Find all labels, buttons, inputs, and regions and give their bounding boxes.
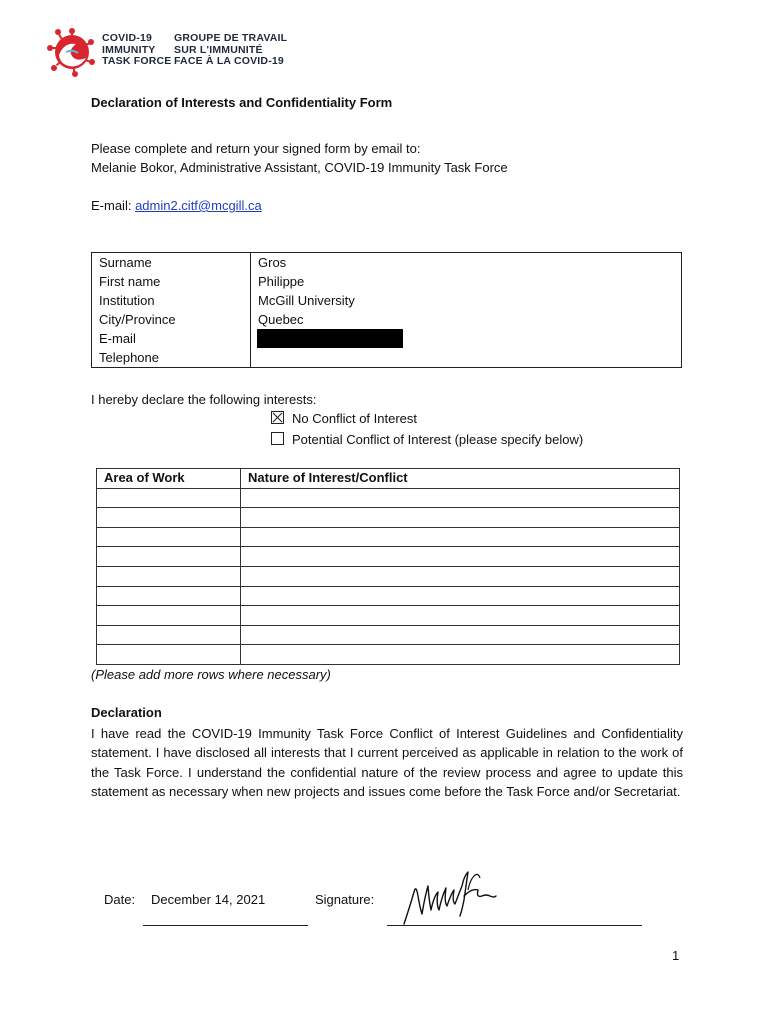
table-cell[interactable]: [97, 586, 241, 606]
logo: [42, 22, 292, 80]
field-label: City/Province: [92, 310, 251, 329]
table-cell[interactable]: [241, 527, 680, 547]
table-cell[interactable]: [241, 586, 680, 606]
logo-text-fr: GROUPE DE TRAVAIL SUR L'IMMUNITÉ FACE À LA COVID-19: [174, 32, 288, 67]
field-label: E-mail: [92, 329, 251, 348]
table-row: [97, 625, 680, 645]
table-cell[interactable]: [241, 488, 680, 508]
interest-table: [96, 468, 680, 665]
instruction-text: Please complete and return your signed form by email to:: [91, 141, 421, 156]
field-value: [251, 348, 682, 368]
checked-box-icon[interactable]: [271, 411, 284, 424]
table-cell[interactable]: [97, 488, 241, 508]
contact-text: Melanie Bokor, Administrative Assistant, COVID-19 Immunity Task Force: [91, 160, 508, 175]
table-row: [97, 508, 680, 528]
unchecked-box-icon[interactable]: [271, 432, 284, 445]
table-cell[interactable]: [241, 566, 680, 586]
table-row: [97, 606, 680, 626]
table-cell[interactable]: [241, 606, 680, 626]
table-cell[interactable]: [241, 625, 680, 645]
logo-text-en: COVID-19 IMMUNITY TASK FORCE: [102, 32, 172, 67]
table-row: [97, 547, 680, 567]
declaration-body: I have read the COVID-19 Immunity Task Force Conflict of Interest Guidelines and Confidentiality statement. I have disclosed all interests that I current perceived as applicable in relation to the work of the Task Force. I understand the confidential nature of the review process and agree to update this statement as necessary when new projects and issues come before the Task Force and/or Secretariat.: [91, 726, 683, 799]
column-header-nature: Nature of Interest/Conflict: [241, 469, 680, 489]
redaction-bar: [257, 329, 403, 348]
add-rows-note: (Please add more rows where necessary): [91, 667, 331, 682]
table-cell[interactable]: [241, 645, 680, 665]
date-value: December 14, 2021: [151, 892, 266, 907]
table-row: [92, 348, 682, 368]
personal-info-table: [91, 252, 682, 368]
table-cell[interactable]: [97, 527, 241, 547]
option-potential-conflict[interactable]: [271, 432, 583, 447]
email-label: E-mail:: [91, 198, 136, 213]
table-row: [92, 291, 682, 310]
option-no-conflict[interactable]: [271, 411, 417, 426]
field-label: Surname: [92, 253, 251, 273]
option-label: No Conflict of Interest: [292, 411, 417, 426]
field-value-redacted: [251, 329, 682, 348]
handwritten-signature-icon: [398, 866, 503, 930]
signature-label: Signature:: [315, 892, 375, 907]
page-number: 1: [672, 948, 680, 963]
table-row: [92, 253, 682, 273]
interests-prompt: I hereby declare the following interests:: [91, 392, 317, 407]
table-header-row: [97, 469, 680, 489]
field-label: Telephone: [92, 348, 251, 368]
table-row: [97, 645, 680, 665]
column-header-area: Area of Work: [97, 469, 241, 489]
table-row: [97, 586, 680, 606]
signature-underline: [387, 925, 642, 926]
table-cell[interactable]: [97, 547, 241, 567]
table-cell[interactable]: [97, 566, 241, 586]
option-label: Potential Conflict of Interest (please specify below): [292, 432, 584, 447]
document-title: Declaration of Interests and Confidentiality Form: [91, 95, 393, 110]
date-label: Date:: [104, 892, 136, 907]
virus-logo-icon: [42, 22, 100, 80]
field-label: Institution: [92, 291, 251, 310]
declaration-heading: Declaration: [91, 705, 162, 720]
table-row: [92, 272, 682, 291]
date-underline: [143, 925, 308, 926]
field-value: Philippe: [251, 272, 682, 291]
table-row: [97, 488, 680, 508]
table-cell[interactable]: [97, 645, 241, 665]
field-value: Gros: [251, 253, 682, 273]
table-row: [97, 566, 680, 586]
table-row: [97, 527, 680, 547]
table-cell[interactable]: [97, 625, 241, 645]
table-cell[interactable]: [241, 547, 680, 567]
table-cell[interactable]: [241, 508, 680, 528]
field-value: Quebec: [251, 310, 682, 329]
table-row: [92, 310, 682, 329]
email-line: [91, 198, 262, 213]
field-label: First name: [92, 272, 251, 291]
email-link[interactable]: admin2.citf@mcgill.ca: [135, 198, 262, 213]
table-cell[interactable]: [97, 606, 241, 626]
table-cell[interactable]: [97, 508, 241, 528]
field-value: McGill University: [251, 291, 682, 310]
table-row: [92, 329, 682, 348]
